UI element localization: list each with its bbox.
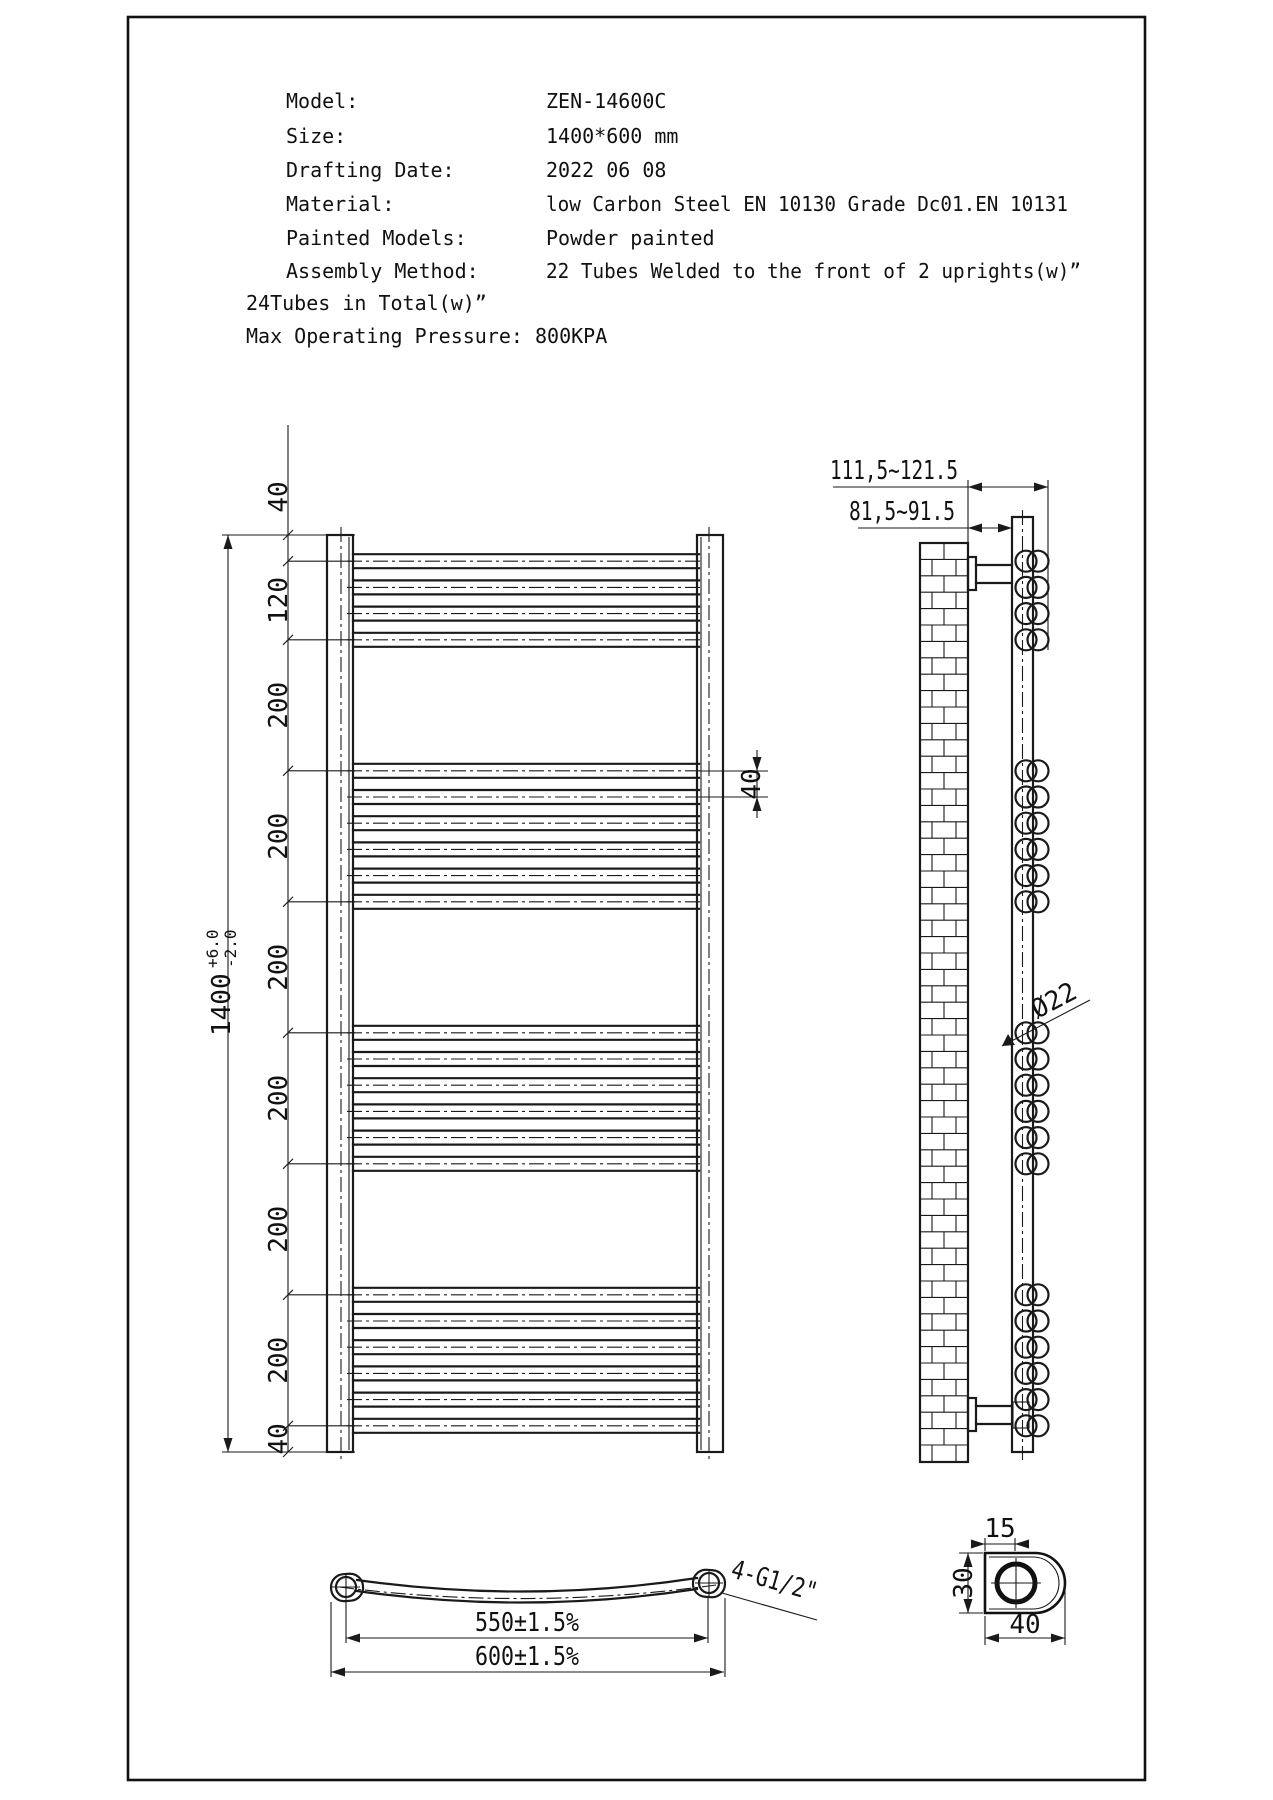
radiator-tube	[347, 895, 704, 909]
svg-text:1400: 1400	[207, 973, 237, 1036]
chain-dim-label: 120	[264, 577, 294, 624]
radiator-tube	[347, 1052, 704, 1066]
spec-value-size: 1400*600 mm	[546, 124, 679, 148]
bottom-view	[330, 1554, 842, 1677]
side-view	[830, 456, 1090, 1462]
overall-height-dim-label	[203, 929, 240, 1036]
spec-label-painted: Painted Models:	[286, 226, 467, 250]
spec-note-tubes-total: 24Tubes in Total(w)”	[246, 291, 487, 315]
radiator-tube	[347, 554, 704, 568]
radiator-tube	[347, 1419, 704, 1433]
spec-label-date: Drafting Date:	[286, 158, 455, 182]
detail-depth-dimension	[949, 1553, 983, 1613]
spec-label-size: Size:	[286, 124, 347, 148]
spec-value-painted: Powder painted	[546, 226, 715, 250]
spec-value-assembly: 22 Tubes Welded to the front of 2 uprights(w)”	[546, 259, 1081, 283]
spec-note-max-pressure: Max Operating Pressure: 800KPA	[246, 324, 608, 348]
chain-dim-label: 200	[264, 1205, 294, 1253]
front-tube-array	[347, 554, 704, 1433]
detail-flat-dimension	[971, 1514, 1029, 1551]
centers-dimension	[346, 1597, 708, 1643]
radiator-tube	[347, 1393, 704, 1407]
detail-depth-label: 30	[949, 1567, 979, 1599]
radiator-tube	[347, 633, 704, 647]
chain-dim-label: 200	[264, 943, 294, 991]
radiator-tube	[347, 790, 704, 804]
spec-label-assembly: Assembly Method:	[286, 259, 479, 283]
radiator-tube	[347, 580, 704, 594]
spec-block	[246, 89, 1081, 348]
radiator-tube	[347, 1288, 704, 1302]
radiator-tube	[347, 1026, 704, 1040]
radiator-tube	[347, 1314, 704, 1328]
connection-label: 4-G1/2"	[727, 1554, 842, 1614]
svg-text:-2.0: -2.0	[221, 929, 240, 968]
front-view	[203, 425, 768, 1460]
overall-height-dimension	[203, 535, 240, 1452]
dim-wall-to-front-label: 111,5~121.5	[830, 456, 958, 486]
radiator-tube	[347, 816, 704, 830]
brick-wall-pattern	[920, 543, 968, 1461]
dim-overall-width-label: 600±1.5%	[475, 1642, 580, 1672]
spec-value-model: ZEN-14600C	[546, 89, 667, 113]
chain-dim-label: 200	[264, 681, 294, 729]
spec-label-model: Model:	[286, 89, 359, 113]
segment-dimension-chain	[222, 425, 355, 1457]
dim-centers-label: 550±1.5%	[475, 1608, 580, 1638]
radiator-tube	[347, 607, 704, 621]
radiator-tube	[347, 869, 704, 883]
spec-value-date: 2022 06 08	[546, 158, 667, 182]
profile-detail	[949, 1514, 1065, 1645]
left-connector	[330, 1573, 364, 1602]
chain-dim-label: 200	[264, 1074, 294, 1122]
radiator-tube	[347, 1104, 704, 1118]
detail-flat-label: 15	[984, 1514, 1016, 1544]
radiator-tube	[347, 1340, 704, 1354]
tube-pitch-dim-label: 40	[737, 768, 767, 800]
radiator-tube	[347, 1157, 704, 1171]
detail-width-dimension	[985, 1585, 1065, 1645]
radiator-tube	[347, 1131, 704, 1145]
dim-wall-to-back-label: 81,5~91.5	[849, 497, 955, 527]
right-connector	[692, 1569, 726, 1598]
tube-diameter-label: Ø22	[1026, 976, 1083, 1026]
radiator-tube	[347, 1078, 704, 1092]
connection-callout	[722, 1554, 842, 1620]
bottom-wall-bracket	[968, 1398, 1029, 1431]
top-wall-bracket	[968, 557, 1012, 590]
tube-pitch-dimension	[700, 750, 768, 818]
svg-text:+6.0: +6.0	[203, 929, 222, 968]
radiator-tube	[347, 764, 704, 778]
wall-offset-dimensions	[830, 456, 1048, 650]
radiator-tube	[347, 842, 704, 856]
spec-label-material: Material:	[286, 192, 395, 216]
chain-dim-label: 200	[264, 1336, 294, 1384]
radiator-tube	[347, 1366, 704, 1380]
spec-value-material: low Carbon Steel EN 10130 Grade Dc01.EN 10131	[546, 192, 1068, 216]
chain-dim-label: 40	[264, 1423, 294, 1455]
chain-dim-label: 40	[264, 481, 294, 513]
chain-dim-label: 200	[264, 812, 294, 860]
tube-curve-top	[357, 1578, 697, 1592]
detail-width-label: 40	[1009, 1610, 1041, 1640]
